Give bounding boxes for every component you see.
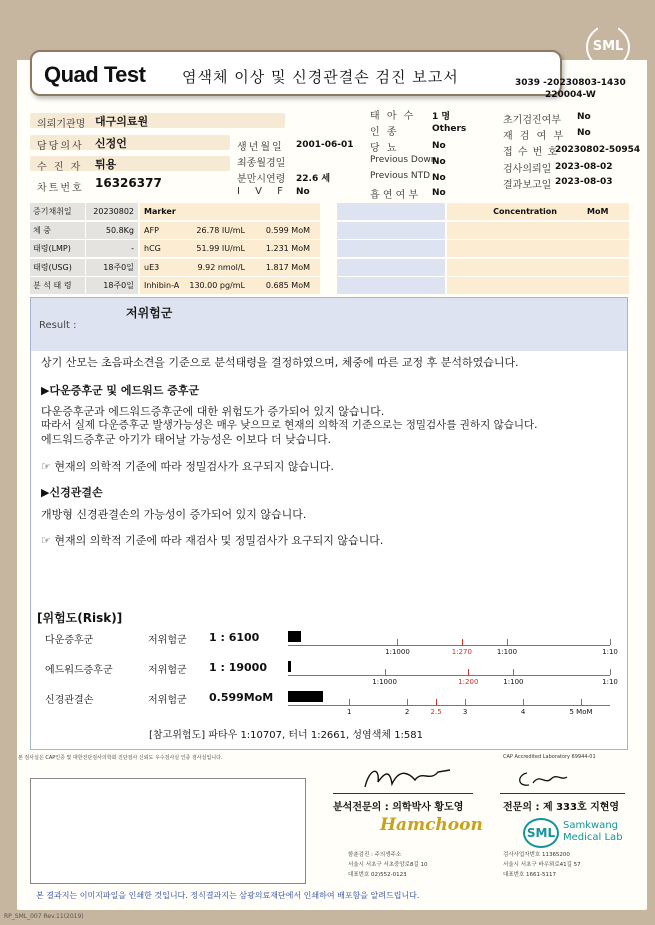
marker-concentration: 9.92 nmol/L xyxy=(180,259,248,276)
result-intro: 상기 산모는 초음파소견을 기준으로 분석태령을 결정하였으며, 체중에 따른 교정 후 분석하였습니다. xyxy=(41,356,519,369)
risk-tick-label: 2.5 xyxy=(430,708,442,716)
race-label: 인 종 xyxy=(370,127,399,138)
marker-mom: 1.817 MoM xyxy=(248,259,320,276)
marker-name: Inhibin-A xyxy=(140,277,180,294)
cap-right-note: CAP Accredited Laboratory 69944-01 xyxy=(503,754,596,760)
risk-tick xyxy=(581,699,582,705)
institution-value: 대구의료원 xyxy=(95,115,149,128)
risk-bar xyxy=(288,661,291,672)
prev-ntd-label: Previous NTD xyxy=(370,171,431,181)
analyst-signature-icon xyxy=(360,762,460,794)
chart-value: 16326377 xyxy=(95,176,162,190)
risk-tick-label: 2 xyxy=(404,708,410,716)
risk-tick xyxy=(468,669,469,675)
risk-tick-label: 1:100 xyxy=(503,678,524,686)
risk-tick xyxy=(523,699,524,705)
ivf-label: I V F xyxy=(237,186,289,197)
section1-line2: 따라서 실제 다운증후군 발생가능성은 매우 낮으므로 현재의 의학적 기준으로는 정밀검사를 권하지 않습니다. xyxy=(41,419,538,431)
report-title: Quad Test xyxy=(44,62,146,87)
risk-tick xyxy=(513,669,514,675)
smoking-value: No xyxy=(432,188,446,198)
sml-logo-icon xyxy=(586,25,630,69)
analyst-name: 분석전문의 : 의학박사 황도영 xyxy=(333,802,464,813)
risk-tick-label: 3 xyxy=(462,708,468,716)
sml-footer-logo-icon: SML xyxy=(523,818,559,848)
lmp-label: 최종월경일 xyxy=(237,158,286,169)
result-label: Result : xyxy=(39,320,77,331)
chart-label: 차트번호 xyxy=(37,183,84,194)
marker-concentration: 26.78 IU/mL xyxy=(180,222,248,239)
sml-name1: Samkwang xyxy=(563,820,618,831)
smoking-label: 흡 연 여 부 xyxy=(370,190,419,201)
right-blank-cell xyxy=(447,240,629,257)
right-blank-cell xyxy=(337,240,445,257)
risk-tick xyxy=(610,639,611,645)
risk-tick xyxy=(610,669,611,675)
concentration-header: Concentration xyxy=(447,203,557,220)
measure-left-label: 체 중 xyxy=(30,222,85,239)
risk-tick-label: 1:1000 xyxy=(385,648,410,656)
section2-title: ▶신경관결손 xyxy=(41,486,103,499)
marker-mom: 1.231 MoM xyxy=(248,240,320,257)
risk-tick xyxy=(407,699,408,705)
report-subtitle: 염색체 이상 및 신경관결손 검진 보고서 xyxy=(182,68,459,86)
prev-down-label: Previous Down xyxy=(370,155,437,165)
measure-left-value: - xyxy=(86,240,138,257)
prev-ntd-value: No xyxy=(432,173,446,183)
specialist-signature-line xyxy=(500,793,625,794)
hamchoon-info1: 함춘검진 : 주의생주소 xyxy=(348,852,402,858)
print-notice: 본 결과지는 이미지파일을 인쇄한 것입니다. 정식결과지는 삼광의료재단에서 인쇄하여 배포함을 알려드립니다. xyxy=(36,891,420,900)
risk-tick-label: 1:270 xyxy=(451,648,472,656)
hamchoon-logo: Hamchoon xyxy=(380,815,483,835)
first-test-value: No xyxy=(577,112,591,122)
sml-name2: Medical Lab xyxy=(563,832,623,843)
section1-line1: 다운증후군과 에드워드증후군에 대한 위험도가 증가되어 있지 않습니다. xyxy=(41,405,385,418)
report-code-line2: 220004-W xyxy=(544,90,596,100)
risk-tick xyxy=(349,699,350,705)
sml-info3: 대표번호 1661-5117 xyxy=(503,872,556,878)
specialist-name: 전문의 : 제 333호 지현영 xyxy=(503,802,620,813)
marker-mom: 0.599 MoM xyxy=(248,222,320,239)
risk-bar xyxy=(288,631,301,642)
diabetes-label: 당 뇨 xyxy=(370,143,399,154)
risk-tick-label: 5 MoM xyxy=(569,708,593,716)
report-date-value: 2023-08-03 xyxy=(555,177,613,187)
risk-level: 저위험군 xyxy=(148,695,187,706)
request-date-value: 2023-08-02 xyxy=(555,162,613,172)
race-value: Others xyxy=(432,124,467,134)
marker-mom: 0.685 MoM xyxy=(248,277,320,294)
right-blank-cell xyxy=(447,222,629,239)
marker-name: hCG xyxy=(140,240,180,257)
marker-header: Marker xyxy=(140,203,320,220)
sml-info1: 검사사업자번호 11365200 xyxy=(503,852,570,858)
risk-tick-label: 1:1000 xyxy=(372,678,397,686)
measure-left-label: 증기채취일 xyxy=(30,203,85,220)
risk-condition-name: 신경관결손 xyxy=(45,695,94,706)
dob-value: 2001-06-01 xyxy=(296,140,354,150)
request-date-label: 검사의뢰일 xyxy=(503,164,552,175)
risk-tick-label: 1:200 xyxy=(458,678,479,686)
measure-left-value: 20230802 xyxy=(86,203,138,220)
risk-tick xyxy=(385,669,386,675)
risk-title: [위험도(Risk)] xyxy=(37,611,123,625)
fetus-label: 태 아 수 xyxy=(370,111,416,122)
retest-value: No xyxy=(577,128,591,138)
examinee-label: 수 진 자 xyxy=(37,162,83,173)
ivf-value: No xyxy=(296,187,310,197)
receipt-label: 접 수 번 호 xyxy=(503,147,559,158)
risk-ratio: 1 : 6100 xyxy=(209,631,260,644)
right-blank-cell xyxy=(337,259,445,276)
risk-tick xyxy=(397,639,398,645)
doctor-value: 신정언 xyxy=(95,137,127,150)
report-code xyxy=(515,77,626,101)
measure-left-label: 태령(USG) xyxy=(30,259,85,276)
right-blank-cell xyxy=(337,222,445,239)
age-value: 22.6 세 xyxy=(296,174,331,184)
risk-tick xyxy=(462,639,463,645)
risk-tick-label: 1 xyxy=(346,708,352,716)
right-blank-cell xyxy=(447,277,629,294)
right-blank-cell xyxy=(337,277,445,294)
specialist-signature-icon xyxy=(515,765,575,793)
sml-info2: 서울시 서초구 바우뫼로41길 57 xyxy=(503,862,581,868)
risk-tick xyxy=(436,699,437,705)
risk-tick xyxy=(465,699,466,705)
risk-axis xyxy=(288,705,610,706)
prev-down-value: No xyxy=(432,157,446,167)
measure-left-value: 18주0일 xyxy=(86,277,138,294)
risk-condition-name: 에드워드증후군 xyxy=(45,665,113,676)
receipt-value: 20230802-50954 xyxy=(555,145,641,155)
dob-label: 생년월일 xyxy=(237,142,284,153)
risk-tick-label: 4 xyxy=(520,708,526,716)
risk-condition-name: 다운증후군 xyxy=(45,635,94,646)
risk-level: 저위험군 xyxy=(148,635,187,646)
section2-note: ☞ 현재의 의학적 기준에 따라 재검사 및 정밀검사가 요구되지 않습니다. xyxy=(41,534,384,547)
age-label: 분만시연령 xyxy=(237,174,286,185)
risk-level: 저위험군 xyxy=(148,665,187,676)
marker-concentration: 51.99 IU/mL xyxy=(180,240,248,257)
result-header xyxy=(31,298,627,351)
report-code-line1: 3039 -20230803-1430 xyxy=(515,78,626,88)
section1-title: ▶다운증후군 및 에드워드 증후군 xyxy=(41,384,200,397)
title-box xyxy=(30,50,562,96)
diabetes-value: No xyxy=(432,141,446,151)
measure-left-value: 18주0일 xyxy=(86,259,138,276)
risk-ratio: 1 : 19000 xyxy=(209,661,267,674)
marker-concentration: 130.00 pg/mL xyxy=(180,277,248,294)
section1-note: ☞ 현재의 의학적 기준에 따라 정밀검사가 요구되지 않습니다. xyxy=(41,460,334,473)
first-test-label: 초기검진여부 xyxy=(503,115,561,126)
logo-text: SML xyxy=(592,39,624,54)
risk-tick-label: 1:100 xyxy=(496,648,518,656)
section1-line3: 에드워드증후군 아기가 태어날 가능성은 이보다 더 낮습니다. xyxy=(41,433,332,446)
risk-bar xyxy=(288,691,323,702)
measure-left-label: 태령(LMP) xyxy=(30,240,85,257)
hamchoon-info3: 대표번호 02)552-0123 xyxy=(348,872,407,878)
form-code: RP_SML_007 Rev.11(2019) xyxy=(4,913,84,920)
fetus-value: 1 명 xyxy=(432,112,451,122)
right-blank-cell xyxy=(447,259,629,276)
marker-name: AFP xyxy=(140,222,180,239)
risk-reference: [참고위험도] 파타우 1:10707, 터너 1:2661, 성염색체 1:581 xyxy=(149,730,424,741)
risk-tick-label: 1:10 xyxy=(602,678,618,686)
section2-line1: 개방형 신경관결손의 가능성이 증가되어 있지 않습니다. xyxy=(41,508,307,521)
cap-left-note: 본 검사실은 CAP인증 및 대한진단검사의학회 진단검사 신뢰도 우수검사실 인증 검사실입니다. xyxy=(18,755,223,761)
memo-box xyxy=(30,778,306,884)
report-date-label: 결과보고일 xyxy=(503,180,552,191)
risk-ratio: 0.599MoM xyxy=(209,691,274,704)
mom-header: MoM xyxy=(557,203,629,220)
marker-name: uE3 xyxy=(140,259,180,276)
examinee-value: 튀용 xyxy=(95,158,117,171)
result-value: 저위험군 xyxy=(126,306,173,320)
risk-axis xyxy=(288,675,610,676)
measure-left-label: 분 석 태 령 xyxy=(30,277,85,294)
risk-axis xyxy=(288,645,610,646)
retest-label: 재 검 여 부 xyxy=(503,131,566,142)
risk-tick-label: 1:10 xyxy=(602,648,618,656)
risk-tick xyxy=(507,639,508,645)
doctor-label: 담당의사 xyxy=(37,141,84,152)
hamchoon-info2: 서울시 서초구 서초중앙로8길 10 xyxy=(348,862,428,868)
right-blank-cell xyxy=(337,203,445,220)
analyst-signature-line xyxy=(333,793,473,794)
institution-label: 의뢰기관명 xyxy=(37,119,86,130)
measure-left-value: 50.8Kg xyxy=(86,222,138,239)
result-box xyxy=(30,297,628,750)
